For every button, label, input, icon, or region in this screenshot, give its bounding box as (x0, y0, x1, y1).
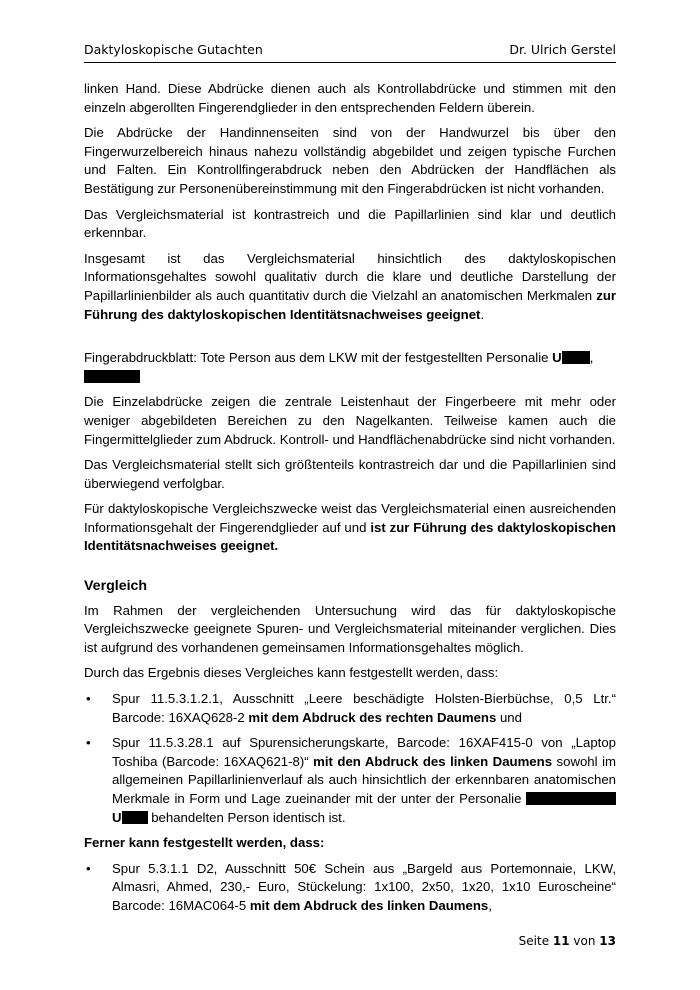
ferner-line: Ferner kann festgestellt werden, dass: (84, 835, 325, 851)
redaction-block (526, 792, 616, 805)
b2-end: behandelten Person identisch ist. (151, 809, 346, 825)
b1-end: und (496, 709, 522, 725)
vergleich-paragraph-2: Durch das Ergebnis dieses Vergleiches kann festgestellt werden, dass: (84, 665, 499, 681)
paragraph-6: Die Einzelabdrücke zeigen die zentrale Leistenhaut der Fingerbeere mit mehr oder weniger abgebildeten Bereichen zu den Nagelkanten. Teilweise kamen auch die Fingermittelglieder zum Abdruck. Kontroll- und Handflächenabdrücke sind nicht vorhanden. (84, 394, 616, 447)
p5-initial: U (552, 350, 562, 366)
paragraph-3: Das Vergleichsmaterial ist kontrastreich und die Papillarlinien sind klar und deutlich erkennbar. (84, 206, 616, 241)
header-title: Daktyloskopische Gutachten (84, 42, 263, 57)
document-body (84, 80, 616, 923)
b2-text: Spur 11.5.3.28.1 auf Spurensicherungskarte, Barcode: 16XAF415-0 von „Laptop Toshiba (Barcode: 16XAQ621-8)“ (112, 735, 616, 769)
bullet-mark: • (86, 691, 91, 707)
redaction-block (562, 351, 590, 364)
p4-bold-text: zur Führung des daktyloskopischen Identitätsnachweises geeignet (84, 287, 616, 322)
b2-mid-text: sowohl im allgemeinen Papillarlinienverlauf als auch hinsichtlich der erkennbaren anatomischen Merkmale in Form und Lage zueinander mit der unter der Personalie (112, 753, 616, 806)
redaction-block (84, 370, 140, 383)
b1-bold-text: mit dem Abdruck des rechten Daumens (248, 709, 497, 725)
b2-bold-text: mit den Abdruck des linken Daumens (313, 753, 553, 769)
bullet-mark: • (86, 735, 91, 751)
p4-text: Insgesamt ist das Vergleichsmaterial hinsichtlich des daktyloskopischen Informationsgehaltes sowohl qualitativ durch die klare und deutliche Darstellung der Papillarlinienbilder als auch quantitativ durch die Vielzahl an anatomischen Merkmalen (84, 250, 616, 303)
b3-text: Spur 5.3.1.1 D2, Ausschnitt 50€ Schein aus „Bargeld aus Portemonnaie, LKW, Almasri, Ahmed, 230,- Euro, Stückelung: 1x100, 2x50, 1x20, 1x10 Euroscheine“ Barcode: 16MAC064-5 (112, 860, 616, 913)
b1-text: Spur 11.5.3.1.2.1, Ausschnitt „Leere beschädigte Holsten-Bierbüchse, 0,5 Ltr.“ Barcode: 16XAQ628-2 (112, 691, 616, 725)
redaction-block (122, 811, 148, 824)
header-author: Dr. Ulrich Gerstel (509, 42, 616, 57)
bullet-item-2 (84, 734, 616, 827)
paragraph-1: linken Hand. Diese Abdrücke dienen auch als Kontrollabdrücke und stimmen mit den einzeln abgerollten Fingerendglieder in den entsprechenden Feldern überein. (84, 81, 616, 115)
spacer (84, 331, 616, 349)
p5-text: Fingerabdruckblatt: Tote Person aus dem LKW mit der festgestellten Personalie (84, 350, 553, 366)
b3-bold-text: mit dem Abdruck des linken Daumens (249, 897, 489, 913)
vergleich-paragraph-1: Im Rahmen der vergleichenden Untersuchung wird das für daktyloskopische Vergleichszwecke geeignete Spuren- und Vergleichsmaterial miteinander verglichen. Dies ist aufgrund des vorhandenen gemeinsamen Informationsgehaltes möglich. (84, 602, 616, 655)
p5-comma: , (589, 350, 594, 366)
page-of: von (569, 934, 600, 948)
page-header (84, 40, 616, 63)
p8-text: Für daktyloskopische Vergleichszwecke weist das Vergleichsmaterial einen ausreichenden Informationsgehalt der Fingerendglieder auf und (84, 501, 616, 535)
bullet-item-3 (84, 860, 616, 916)
paragraph-4 (84, 250, 616, 324)
page-number: 11 (552, 934, 570, 948)
paragraph-7: Das Vergleichsmaterial stellt sich größtenteils kontrastreich dar und die Papillarlinien sind überwiegend verfolgbar. (84, 457, 616, 491)
spacer (84, 563, 616, 577)
paragraph-8 (84, 500, 616, 556)
page-total: 13 (599, 934, 616, 948)
bullet-item-1 (84, 690, 616, 727)
paragraph-2: Die Abdrücke der Handinnenseiten sind von der Handwurzel bis über den Fingerwurzelbereich hinaus nahezu vollständig abgebildet und zeigen typische Furchen und Falten. Ein Kontrollfingerabdruck neben den Abdrücken der Handflächen als Bestätigung zur Personenübereinstimmung mit den Fingerabdrücken ist nicht vorhanden. (84, 125, 616, 196)
paragraph-5 (84, 349, 616, 386)
p4-end: . (480, 306, 485, 322)
page-footer (519, 934, 616, 948)
b3-end: , (488, 897, 492, 913)
p8-bold-text: ist zur Führung des daktyloskopischen Identitätsnachweises geeignet. (84, 519, 616, 554)
b2-initial: U (112, 809, 122, 825)
section-heading-vergleich: Vergleich (84, 578, 148, 595)
page-label: Seite (518, 934, 553, 948)
bullet-mark: • (86, 860, 91, 876)
